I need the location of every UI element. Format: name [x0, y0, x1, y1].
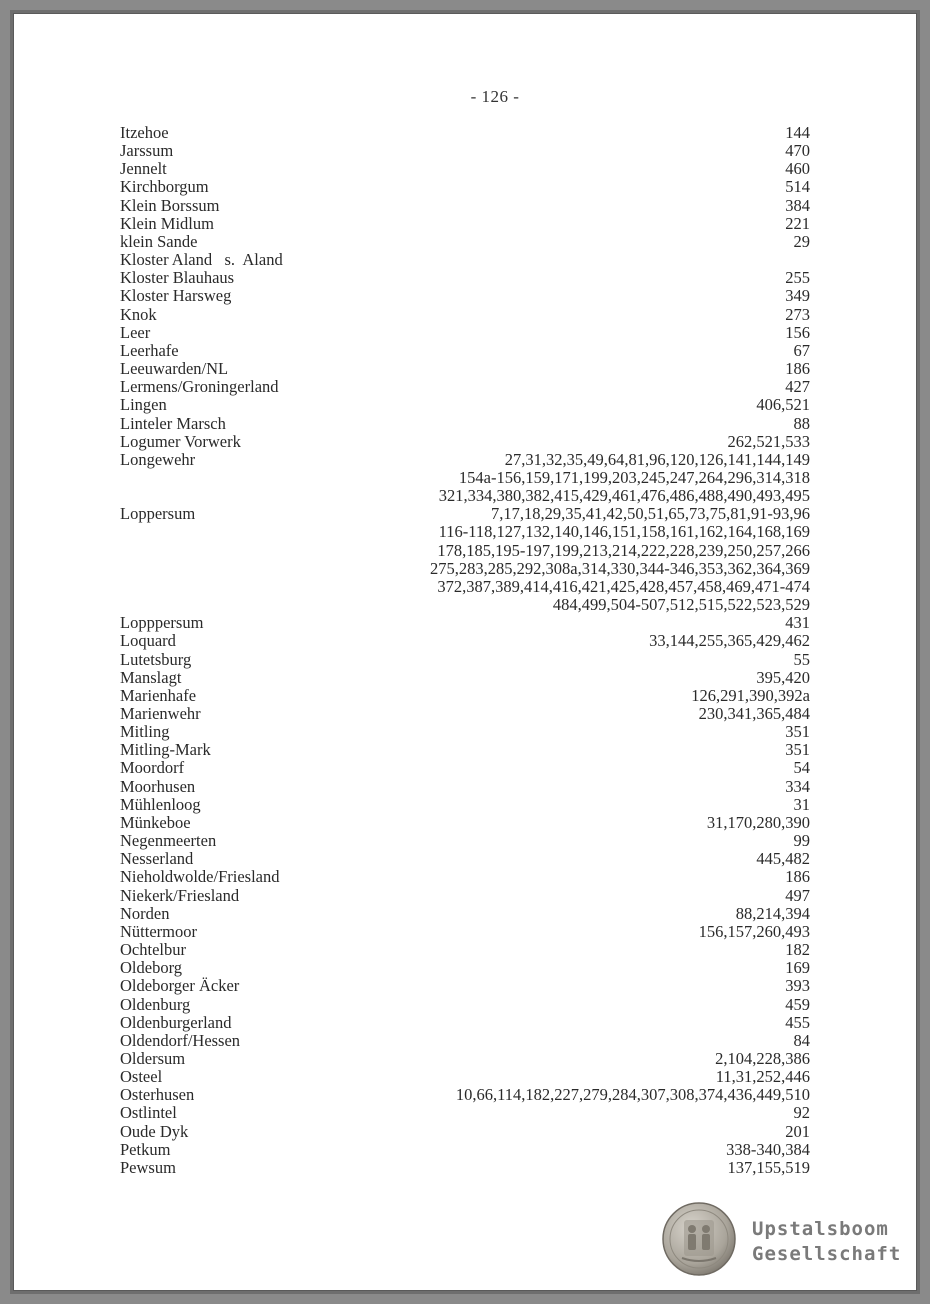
index-entry — [120, 1086, 810, 1104]
page-reference-line: 349 — [785, 286, 810, 306]
place-name: Oldersum — [120, 1048, 186, 1068]
society-seal-icon — [662, 1202, 736, 1276]
page-reference-line: 186 — [785, 867, 810, 887]
place-name: Lermens/Groningerland — [120, 377, 279, 397]
page-references — [390, 796, 810, 814]
page-reference-line: 230,341,365,484 — [698, 704, 810, 723]
page-references — [390, 505, 810, 614]
page-reference-line: 11,31,252,446 — [715, 1067, 810, 1087]
index-entry — [120, 669, 810, 687]
place-name: Loppersum — [120, 504, 196, 524]
page-reference-line: 144 — [785, 123, 810, 142]
page-reference-line: 55 — [793, 649, 810, 669]
place-name: Lingen — [120, 395, 167, 415]
page-references — [390, 759, 810, 777]
index-entry — [120, 396, 810, 414]
page-references — [390, 1032, 810, 1050]
page-references — [390, 269, 810, 287]
page-references — [390, 1159, 810, 1177]
place-name: Itzehoe — [120, 123, 169, 142]
place-name: Klein Borssum — [120, 195, 220, 215]
page-reference-line: 137,155,519 — [727, 1157, 810, 1177]
page-reference-line: 154a-156,159,171,199,203,245,247,264,296,314,318 — [458, 467, 810, 487]
page-reference-line: 514 — [785, 177, 810, 197]
page-references — [390, 1123, 810, 1141]
page-references — [390, 142, 810, 160]
index-entry — [120, 632, 810, 650]
place-name: Oldenburg — [120, 994, 191, 1014]
index-entry — [120, 178, 810, 196]
place-name: Jarssum — [120, 141, 174, 161]
page-reference-line: 169 — [785, 958, 810, 978]
place-name: Marienhafe — [120, 685, 197, 705]
page-reference-line: 431 — [785, 613, 810, 633]
place-name: Ostlintel — [120, 1103, 177, 1123]
index-entry — [120, 923, 810, 941]
society-watermark — [752, 1217, 901, 1267]
page-reference-line: 88 — [793, 413, 810, 433]
page-reference-line: 33,144,255,365,429,462 — [649, 631, 810, 651]
page-references — [390, 306, 810, 324]
page-number: - 126 - — [470, 87, 520, 106]
place-name: Jennelt — [120, 159, 167, 179]
place-name: Ochtelbur — [120, 940, 186, 960]
page-reference-line: 395,420 — [756, 667, 810, 687]
page-reference-line: 497 — [785, 885, 810, 905]
page-reference-line: 178,185,195-197,199,213,214,222,228,239,250,257,266 — [437, 540, 810, 560]
page-reference-line: 470 — [785, 141, 810, 161]
place-name: Lutetsburg — [120, 649, 192, 669]
page-references — [390, 1086, 810, 1104]
index-entry — [120, 342, 810, 360]
page-references — [390, 433, 810, 451]
place-name: Negenmeerten — [120, 831, 217, 851]
index-entry — [120, 941, 810, 959]
place-name: Oude Dyk — [120, 1121, 189, 1141]
page-references — [390, 1014, 810, 1032]
place-name: Leeuwarden/NL — [120, 359, 229, 379]
place-name: klein Sande — [120, 231, 198, 251]
place-name: Nieholdwolde/Friesland — [120, 867, 280, 887]
place-name: Logumer Vorwerk — [120, 431, 241, 451]
index-entry — [120, 977, 810, 995]
index-entry — [120, 741, 810, 759]
page-references — [390, 996, 810, 1014]
index-entry — [120, 1123, 810, 1141]
index-entry — [120, 705, 810, 723]
document-page — [14, 14, 916, 1290]
index-entry — [120, 868, 810, 886]
place-name: Niekerk/Friesland — [120, 885, 240, 905]
place-name: Loquard — [120, 631, 176, 651]
page-references — [390, 741, 810, 759]
page-reference-line: 186 — [785, 359, 810, 379]
page-references — [390, 850, 810, 868]
index-entry — [120, 505, 810, 614]
place-name: Mühlenloog — [120, 794, 201, 814]
page-references — [390, 215, 810, 233]
index-entry — [120, 197, 810, 215]
page-references — [390, 923, 810, 941]
page-reference-line: 445,482 — [756, 849, 810, 869]
page-reference-line: 156 — [785, 322, 810, 342]
page-references — [390, 941, 810, 959]
page-reference-line: 54 — [793, 758, 810, 778]
index-entry — [120, 124, 810, 142]
place-name: Linteler Marsch — [120, 413, 226, 433]
index-entry — [120, 723, 810, 741]
index-entry — [120, 905, 810, 923]
page-references — [390, 287, 810, 305]
place-name: Kirchborgum — [120, 177, 209, 197]
index-entry — [120, 1014, 810, 1032]
page-reference-line: 321,334,380,382,415,429,461,476,486,488,490,493,495 — [438, 486, 810, 506]
place-name: Nüttermoor — [120, 921, 197, 941]
page-references — [390, 632, 810, 650]
page-reference-line: 455 — [785, 1012, 810, 1032]
watermark-line-1: Upstalsboom — [752, 1218, 889, 1240]
place-name: Petkum — [120, 1139, 171, 1159]
page-references — [390, 868, 810, 886]
page-references — [390, 160, 810, 178]
page-reference-line: 334 — [785, 776, 810, 796]
page-reference-line: 427 — [785, 377, 810, 397]
place-name: Klein Midlum — [120, 213, 214, 233]
index-entry — [120, 959, 810, 977]
page-reference-line: 460 — [785, 159, 810, 179]
index-entry — [120, 814, 810, 832]
place-name: Mitling-Mark — [120, 740, 211, 760]
page-reference-line: 338-340,384 — [726, 1139, 810, 1159]
page-references — [390, 1104, 810, 1122]
index-entry — [120, 1104, 810, 1122]
page-references — [390, 197, 810, 215]
page-references — [390, 669, 810, 687]
page-reference-line: 156,157,260,493 — [698, 921, 810, 941]
page-reference-line: 88,214,394 — [735, 903, 810, 923]
place-name: Oldeborg — [120, 958, 183, 978]
page-references — [390, 451, 810, 505]
page-references — [390, 1141, 810, 1159]
page-reference-line: 10,66,114,182,227,279,284,307,308,374,436,449,510 — [455, 1085, 810, 1105]
place-name: Oldeborger Äcker — [120, 976, 240, 996]
page-references — [390, 1068, 810, 1086]
place-name: Osteel — [120, 1067, 163, 1087]
place-name: Norden — [120, 903, 170, 923]
page-reference-line: 351 — [785, 740, 810, 760]
page-reference-line: 92 — [793, 1103, 810, 1123]
page-references — [390, 705, 810, 723]
index-entry — [120, 451, 810, 505]
index-entry — [120, 614, 810, 632]
place-name: Oldendorf/Hessen — [120, 1030, 241, 1050]
place-name: Leerhafe — [120, 340, 179, 360]
place-name: Pewsum — [120, 1157, 176, 1177]
page-references — [390, 959, 810, 977]
page-reference-line: 351 — [785, 722, 810, 742]
place-name: Marienwehr — [120, 704, 201, 723]
page-references — [390, 233, 810, 251]
watermark-line-2: Gesellschaft — [752, 1243, 902, 1265]
place-name: Leer — [120, 322, 151, 342]
page-reference-line: 275,283,285,292,308a,314,330,344-346,353,362,364,369 — [430, 558, 810, 578]
index-entry — [120, 832, 810, 850]
place-index — [120, 124, 810, 1177]
page-reference-line: 262,521,533 — [727, 431, 810, 451]
place-name: Kloster Blauhaus — [120, 268, 235, 288]
page-reference-line: 116-118,127,132,140,146,151,158,161,162,164,168,169 — [438, 522, 810, 542]
page-reference-line: 459 — [785, 994, 810, 1014]
index-entry — [120, 306, 810, 324]
page-reference-line: 255 — [785, 268, 810, 288]
index-entry — [120, 1159, 810, 1177]
index-entry — [120, 887, 810, 905]
place-name: Kloster Harsweg — [120, 286, 232, 306]
page-references — [390, 360, 810, 378]
page-reference-line: 31 — [793, 794, 810, 814]
index-entry — [120, 269, 810, 287]
page-reference-line: 372,387,389,414,416,421,425,428,457,458,469,471-474 — [437, 576, 810, 596]
page-references — [390, 723, 810, 741]
page-reference-line: 406,521 — [756, 395, 810, 415]
page-reference-line: 393 — [785, 976, 810, 996]
page-reference-line: 221 — [785, 213, 810, 233]
index-entry — [120, 215, 810, 233]
index-entry — [120, 759, 810, 777]
page-reference-line: 84 — [793, 1030, 810, 1050]
page-reference-line: 99 — [793, 831, 810, 851]
place-name: Münkeboe — [120, 812, 191, 832]
page-references — [390, 977, 810, 995]
page-reference-line: 484,499,504-507,512,515,522,523,529 — [552, 595, 810, 615]
page-references — [390, 124, 810, 142]
page-references — [390, 832, 810, 850]
index-entry — [120, 850, 810, 868]
place-name: Longewehr — [120, 449, 196, 469]
page-references — [390, 178, 810, 196]
page-references — [390, 614, 810, 632]
index-entry — [120, 687, 810, 705]
page-references — [390, 814, 810, 832]
index-entry — [120, 324, 810, 342]
page-reference-line: 182 — [785, 940, 810, 960]
page-reference-line: 7,17,18,29,35,41,42,50,51,65,73,75,81,91-93,96 — [491, 504, 810, 524]
place-name: Oldenburgerland — [120, 1012, 232, 1032]
page-reference-line: 27,31,32,35,49,64,81,96,120,126,141,144,149 — [504, 449, 810, 469]
index-entry — [120, 778, 810, 796]
page-references — [390, 778, 810, 796]
index-entry — [120, 378, 810, 396]
page-references — [390, 378, 810, 396]
index-entry — [120, 287, 810, 305]
page-reference-line: 126,291,390,392a — [691, 685, 810, 705]
index-entry — [120, 142, 810, 160]
index-entry — [120, 651, 810, 669]
page-references — [390, 887, 810, 905]
index-entry — [120, 251, 810, 269]
page-references — [390, 396, 810, 414]
page-references — [390, 1050, 810, 1068]
page-reference-line: 29 — [793, 231, 810, 251]
page-references — [390, 651, 810, 669]
page-references — [390, 415, 810, 433]
page-reference-line: 31,170,280,390 — [706, 812, 810, 832]
place-name: Moorhusen — [120, 776, 196, 796]
page-references — [390, 342, 810, 360]
place-name: Knok — [120, 304, 157, 324]
index-entry — [120, 996, 810, 1014]
place-name: Kloster Aland s. Aland — [120, 250, 283, 270]
page-reference-line: 273 — [785, 304, 810, 324]
page-reference-line: 2,104,228,386 — [715, 1048, 810, 1068]
place-name: Osterhusen — [120, 1085, 195, 1105]
page-references — [390, 324, 810, 342]
index-entry — [120, 796, 810, 814]
index-entry — [120, 1068, 810, 1086]
index-entry — [120, 415, 810, 433]
page-references — [390, 905, 810, 923]
place-name: Nesserland — [120, 849, 194, 869]
index-entry — [120, 1032, 810, 1050]
place-name: Lopppersum — [120, 613, 204, 633]
index-entry — [120, 433, 810, 451]
index-entry — [120, 160, 810, 178]
place-name: Mitling — [120, 722, 170, 742]
page-reference-line: 384 — [785, 195, 810, 215]
page-reference-line: 67 — [793, 340, 810, 360]
page-references — [390, 687, 810, 705]
place-name: Manslagt — [120, 667, 182, 687]
page-reference-line: 201 — [785, 1121, 810, 1141]
index-entry — [120, 1050, 810, 1068]
place-name: Moordorf — [120, 758, 185, 778]
index-entry — [120, 233, 810, 251]
index-entry — [120, 360, 810, 378]
index-entry — [120, 1141, 810, 1159]
